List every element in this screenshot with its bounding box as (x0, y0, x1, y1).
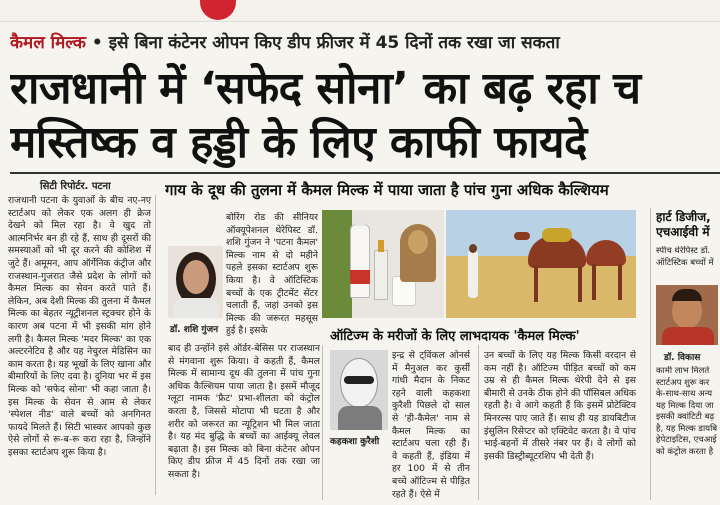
right-head-line: हार्ट डिजीज, (656, 210, 711, 224)
kahkasha-kuresi-caption: कहकशा कुरैशी (330, 437, 380, 447)
autism-subhead: ऑटिज्म के मरीजों के लिए लाभदायक 'कैमल मिल्क' (330, 329, 580, 344)
headline-line-2: मस्तिष्क व हड्डी के लिए काफी फायदे (10, 117, 587, 168)
section-subhead: गाय के दूध की तुलना में कैमल मिल्क में पाया जाता है पांच गुना अधिक कैल्शियम (165, 181, 609, 199)
kahkasha-column-text: इन्द्र से ट्विंकल ओनर्स में मैनुअल कर कुर्सी गांधी मैदान के निकट रहने वाली कहकशा कुरैशी पिछले दो साल से 'ही-कैमेल' नाम से कैमल मिल्क का स्टार्टअप चला रही हैं। वे कहती हैं, इंडिया में हर 100 में से तीन बच्चे ऑटिज्म से पीड़ित रहते हैं। ऐसे में (392, 350, 470, 500)
kicker-bullet: • (91, 33, 103, 53)
column-divider (478, 345, 479, 500)
dr-vikas-photo (656, 285, 718, 345)
right-body-line: स्टार्टअप शुरू कर (656, 377, 710, 388)
headline-line-1: राजधानी में ‘सफेद सोना’ का बढ़ रहा च (10, 63, 641, 114)
shasi-column-top: बोरिंग रोड की सीनियर ऑक्यूपेशनल थेरेपिस्ट डॉ. शशि गुंजन ने 'पटना कैमल' मिल्क नाम से दो महीने पहले इसका स्टार्टअप शुरू किया है। वे ऑटिस्टिक बच्चों के एक ट्रीटमेंट सेंटर चलाती हैं, जहां उनको इस मिल्क की जरूरत महसूस हुई है। इसके (226, 212, 318, 337)
right-body-line: कामी लाभ मिलते (656, 366, 710, 376)
autism-column: उन बच्चों के लिए यह मिल्क किसी वरदान से कम नहीं है। ऑटिज्म पीड़ित बच्चों को कम उम्र से ही कैमल मिल्क थेरेपी देने से इस बीमारी से उनके ठीक होने की पॉसिबल अधिक रहती है। वे आगे कहती हैं कि इसमें प्रोटेक्टिव मिनरल्स पाए जाते हैं। साथ ही यह डायबिटीज इंसुलिन रिसेप्टर को एक्टिवेट करता है। वे पांच भाई-बहनों में तीसरे नंबर पर हैं। वे लोगों को इसकी डिस्ट्रीब्यूटरशिप भी देती हैं। (484, 350, 636, 462)
kicker-tag: कैमल मिल्क (10, 33, 86, 53)
shasi-gunjan-caption: डॉ. शशि गुंजन (170, 325, 219, 335)
headline-rule (10, 172, 720, 174)
right-body-line: हेपेटाइटिस, एचआई (656, 435, 717, 445)
byline: सिटी रिपोर्टर. पटना (40, 181, 111, 192)
right-column-body (656, 366, 720, 496)
right-body-line: है, यह मिल्क डायबि (656, 423, 718, 434)
right-column-intro (656, 246, 720, 282)
right-head-line: एचआईवी में (656, 225, 710, 239)
right-intro-line: ऑटिस्टिक बच्चों में (656, 257, 714, 268)
brand-mark (200, 0, 236, 20)
camel-milk-products-photo (322, 210, 444, 318)
shasi-gunjan-photo (168, 246, 223, 318)
kicker-text: इसे बिना कंटेनर ओपन किए डीप फ्रीजर में 45 दिनों तक रखा जा सकता (108, 33, 560, 53)
kicker-line (10, 30, 720, 53)
dr-vikas-caption: डॉ. विकास (664, 353, 701, 363)
right-body-line: को कंट्रोल करता है (656, 446, 714, 457)
right-body-line: के-साथ-साथ अन्य (656, 389, 713, 399)
kahkasha-column (330, 350, 470, 500)
right-intro-line: स्पीच थेरेपिस्ट डॉ. (656, 246, 711, 256)
camels-photo (446, 210, 636, 318)
page-top-strip (0, 0, 720, 22)
column-divider (322, 345, 323, 500)
shasi-column-bottom: बाद ही उन्होंने इसे ऑर्डर-बेसिस पर राजस्थान से मंगवाना शुरू किया। वे कहती हैं, कैमल मिल्क में सामान्य दूध की तुलना में पांच गुना अधिक कैल्शियम पाया जाता है। इसमें मौजूद ग्लूटा नामक 'फ्रैट' प्रभा-शीलता को कंट्रोल करता है, जिससे मोटापा भी घटता है और शरीर को जरूरत का न्यूट्रिशन भी मिल जाता है। यह मंद बुद्धि के बच्चों का आईक्यू लेवल बढ़ाता है। इस मिल्क को बिना कंटेनर ओपन किए डीप फ्रीज में 45 दिनों तक रखा जा सकता है। (168, 343, 320, 480)
intro-column: राजधानी पटना के युवाओं के बीच नए-नए स्टार्टअप को लेकर एक अलग ही क्रेज देखने को मिल रहा है। वे खुद तो आत्मनिर्भर बन ही रहे हैं, साथ ही दूसरों की समस्याओं को भी दूर करने की कोशिश में जुटे हैं। अमूमन, आप ऑर्गेनिक कंट्रीज और राजस्थान-गुजरात जैसे प्रदेश के लोगों को कैमल मिल्क का सेवन करते पाते हैं। लेकिन, अब देशी मिल्क की तुलना में कैमल मिल्क का बेहतर न्यूट्रीशनल स्ट्रक्चर होने के कारण अब पटना में भी इसकी मांग होने लगी है। कैमल मिल्क 'मदर मिल्क' का एक अल्टरनेटिव है और यह नेचुरल मेडिसिन का काम करता है। यह भूखों के लिए खाना और बीमारियों के लिए दवा है। दुनिया भर में इस मिल्क को 'सफेद सोना' भी कहा जाता है। इस मिल्क के सेवन से आम से लेकर 'स्पेशल नीड' वाले बच्चों को अनगिनत फायदे मिलते हैं। सिटी भास्कर आपको कुछ ऐसे लोगों से रू-ब-रू करा रहा है, जिन्होंने इसका स्टार्टअप शुरू किया है। (8, 195, 156, 495)
column-divider (650, 208, 651, 500)
right-body-line: इसकी क्वांटिटी बढ़ (656, 412, 715, 422)
right-column-headline (656, 210, 720, 240)
right-body-line: यह मिल्क दिया जा (656, 400, 714, 411)
